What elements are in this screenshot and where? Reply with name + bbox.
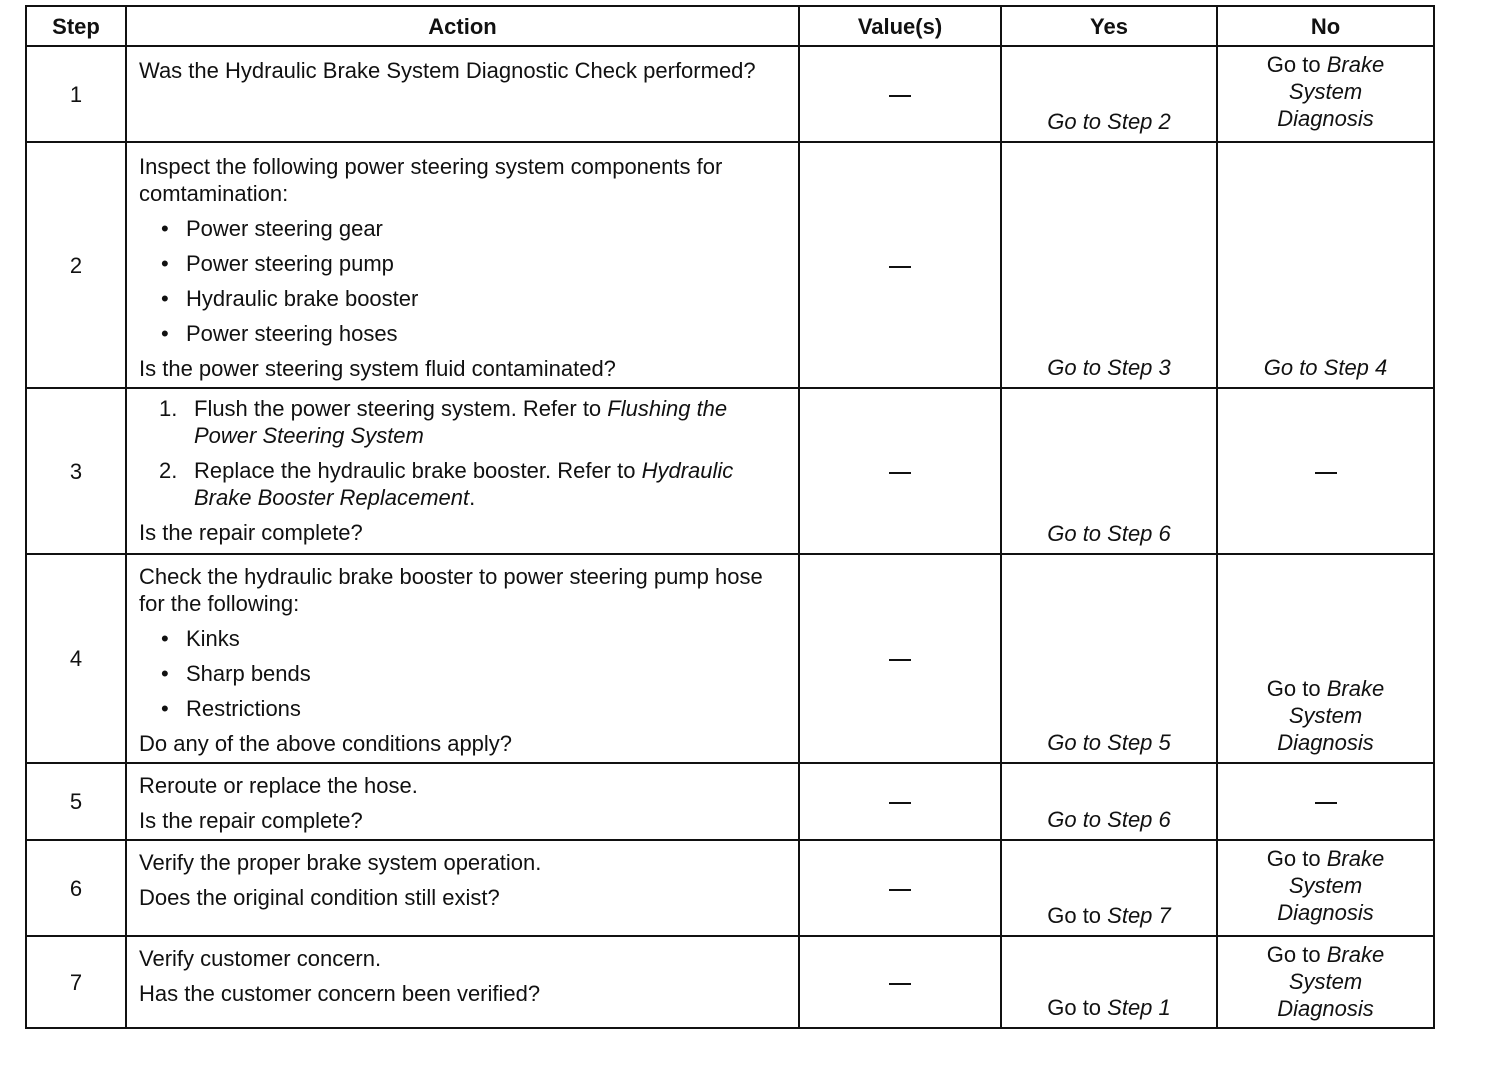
value-cell: [799, 554, 1001, 763]
step-number: 6: [26, 840, 126, 936]
yes-link: Go to Step 5: [1047, 730, 1171, 755]
step-number: 7: [26, 936, 126, 1028]
yes-link: Go to Step 3: [1047, 355, 1171, 380]
step-number: 5: [26, 763, 126, 840]
action-question: Has the customer concern been verified?: [139, 981, 541, 1006]
action-cell: [126, 388, 799, 554]
step-number: 2: [26, 142, 126, 388]
value-dash: [889, 889, 911, 891]
reference-link: Hydraulic Brake Booster Replacement: [194, 458, 734, 510]
value-dash: [889, 659, 911, 661]
list-item: • Power steering hoses: [161, 321, 398, 346]
table-row: [26, 46, 1434, 142]
yes-cell: [1001, 554, 1217, 763]
yes-link: Step 7: [1107, 903, 1171, 928]
list-item: • Sharp bends: [161, 661, 311, 686]
value-dash: [889, 983, 911, 985]
header-step: Step: [26, 6, 126, 46]
no-link: Go to Step 4: [1263, 355, 1388, 380]
table-row: [26, 936, 1434, 1028]
yes-cell: [1001, 46, 1217, 142]
yes-link: Go to Step 6: [1047, 521, 1171, 546]
no-cell: Go to Brake System Diagnosis: [1217, 46, 1434, 142]
list-item: 2. Replace the hydraulic brake booster. Refer to Hydraulic Brake Booster Replacement.: [159, 458, 734, 510]
action-cell: [126, 46, 799, 142]
value-cell: [799, 142, 1001, 388]
table-row: [26, 840, 1434, 936]
value-dash: [889, 802, 911, 804]
action-intro: Check the hydraulic brake booster to power steering pump hose for the following:: [139, 564, 763, 616]
no-dash: [1315, 472, 1337, 474]
action-intro: Verify the proper brake system operation.: [139, 850, 542, 875]
no-link: Brake System Diagnosis: [1277, 676, 1385, 755]
header-row: [26, 6, 1434, 46]
header-no: No: [1217, 6, 1434, 46]
no-dash: [1315, 802, 1337, 804]
action-question: Is the power steering system fluid contaminated?: [139, 356, 616, 381]
no-cell: [1217, 763, 1434, 840]
value-cell: [799, 46, 1001, 142]
value-cell: [799, 388, 1001, 554]
table-row: [26, 142, 1434, 388]
list-item: • Restrictions: [161, 696, 301, 721]
action-cell: [126, 142, 799, 388]
yes-cell: [1001, 763, 1217, 840]
header-action: Action: [126, 6, 799, 46]
yes-link: Go to Step 6: [1047, 807, 1171, 832]
list-item: • Power steering gear: [161, 216, 383, 241]
step-number: 4: [26, 554, 126, 763]
table-row: [26, 388, 1434, 554]
yes-cell: Go to Step 7: [1001, 840, 1217, 936]
action-question: Does the original condition still exist?: [139, 885, 500, 910]
value-dash: [889, 266, 911, 268]
yes-link: Go to Step 2: [1047, 109, 1171, 134]
yes-link: Step 1: [1107, 995, 1171, 1020]
action-intro: Verify customer concern.: [139, 946, 382, 971]
yes-cell: [1001, 388, 1217, 554]
action-intro: Inspect the following power steering system components for comtamination:: [139, 154, 723, 206]
reference-link: Flushing the Power Steering System: [194, 396, 728, 448]
action-cell: [126, 840, 799, 936]
action-question: Do any of the above conditions apply?: [139, 731, 513, 756]
value-dash: [889, 95, 911, 97]
no-link: Brake System Diagnosis: [1277, 846, 1385, 925]
table-row: [26, 554, 1434, 763]
value-cell: [799, 936, 1001, 1028]
no-cell: [1217, 388, 1434, 554]
list-item: 1. Flush the power steering system. Refer to Flushing the Power Steering System: [159, 396, 728, 448]
diagnostic-table: [25, 5, 1435, 1029]
step-number: 1: [26, 46, 126, 142]
action-question: Is the repair complete?: [139, 808, 363, 833]
no-cell: Go to Brake System Diagnosis: [1217, 554, 1434, 763]
list-item: • Hydraulic brake booster: [161, 286, 419, 311]
action-intro: Reroute or replace the hose.: [139, 773, 418, 798]
no-link: Brake System Diagnosis: [1277, 942, 1385, 1021]
value-cell: [799, 763, 1001, 840]
table-row: [26, 763, 1434, 840]
action-question: Was the Hydraulic Brake System Diagnostic Check performed?: [139, 58, 756, 83]
action-cell: [126, 936, 799, 1028]
list-item: • Kinks: [161, 626, 240, 651]
no-cell: Go to Brake System Diagnosis: [1217, 840, 1434, 936]
value-dash: [889, 472, 911, 474]
yes-cell: Go to Step 1: [1001, 936, 1217, 1028]
value-cell: [799, 840, 1001, 936]
step-number: 3: [26, 388, 126, 554]
action-question: Is the repair complete?: [139, 520, 363, 545]
header-yes: Yes: [1001, 6, 1217, 46]
no-cell: [1217, 142, 1434, 388]
action-cell: [126, 763, 799, 840]
yes-cell: [1001, 142, 1217, 388]
no-link: Brake System Diagnosis: [1277, 52, 1385, 131]
action-cell: [126, 554, 799, 763]
list-item: • Power steering pump: [161, 251, 394, 276]
no-cell: Go to Brake System Diagnosis: [1217, 936, 1434, 1028]
header-values: Value(s): [799, 6, 1001, 46]
